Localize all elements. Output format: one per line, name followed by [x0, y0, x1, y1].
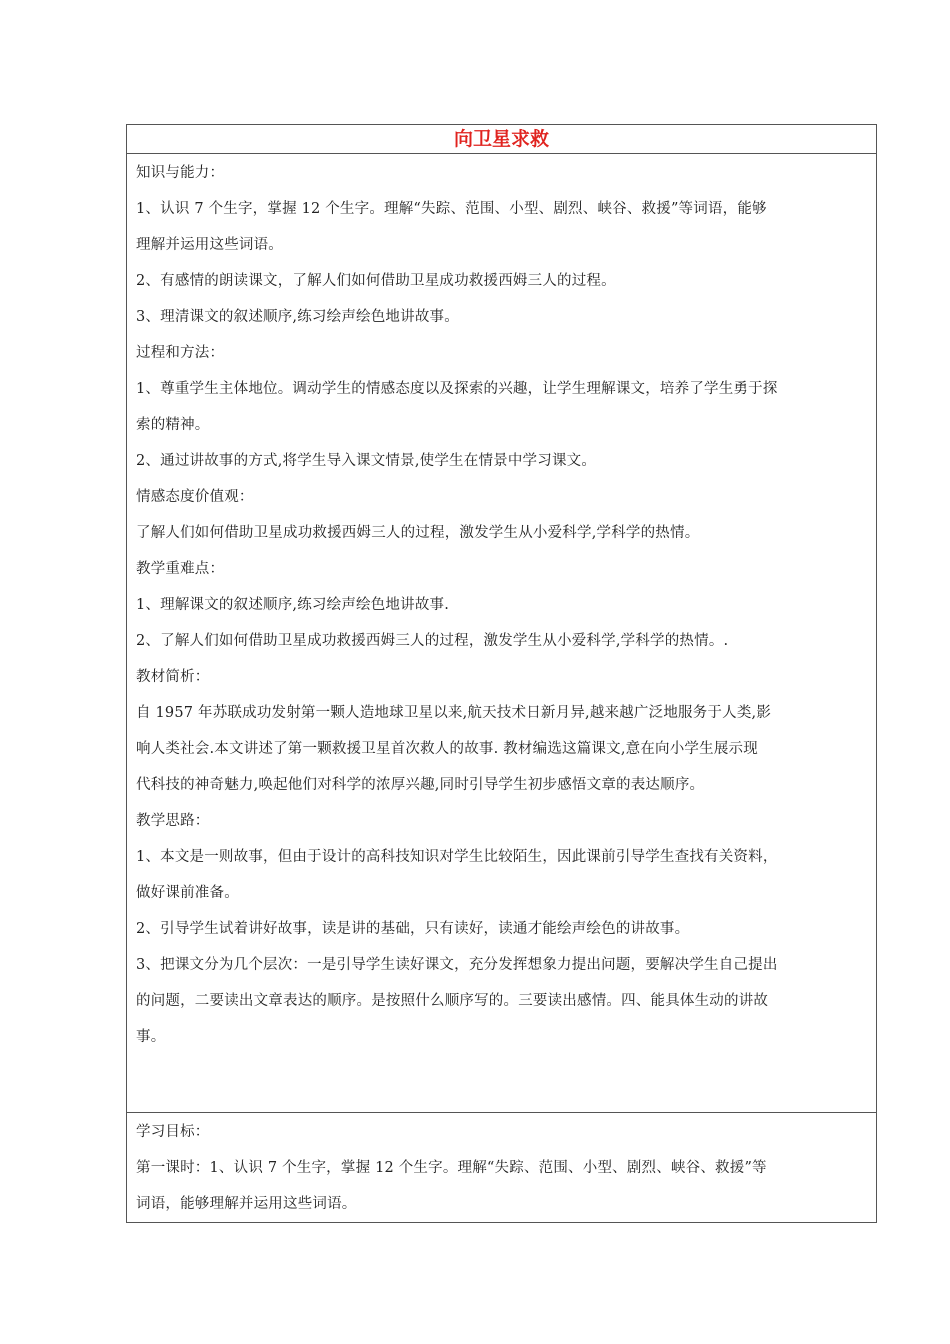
title-row [127, 125, 876, 154]
objectives-cell [127, 155, 876, 1113]
text-line: 3、理清课文的叙述顺序,练习绘声绘色地讲故事。 [136, 309, 459, 325]
text-line: 知识与能力： [136, 165, 225, 181]
text-line: 1、本文是一则故事，但由于设计的高科技知识对学生比较陌生，因此课前引导学生查找有关资料， [136, 849, 778, 865]
text-line: 索的精神。 [136, 417, 210, 433]
text-line: 过程和方法： [136, 345, 225, 361]
text-line: 1、认识 7 个生字，掌握 12 个生字。理解“失踪、范围、小型、剧烈、峡谷、救援”等词语，能够 [136, 201, 767, 217]
document-title: 向卫星求救 [453, 128, 549, 150]
text-line: 2、引导学生试着讲好故事，读是讲的基础，只有读好，读通才能绘声绘色的讲故事。 [136, 921, 690, 937]
text-line: 响人类社会.本文讲述了第一颗救援卫星首次救人的故事. 教材编选这篇课文,意在向小学生展示现 [136, 741, 758, 757]
text-line: 做好课前准备。 [136, 885, 239, 901]
text-line: 第一课时：1、认识 7 个生字，掌握 12 个生字。理解“失踪、范围、小型、剧烈、峡谷、救援”等 [136, 1160, 767, 1176]
learning-goals-cell [127, 1114, 876, 1222]
text-line: 教学重难点： [136, 561, 225, 577]
text-line: 1、尊重学生主体地位。调动学生的情感态度以及探索的兴趣，让学生理解课文，培养了学生勇于探 [136, 381, 778, 397]
text-line: 词语，能够理解并运用这些词语。 [136, 1196, 357, 1212]
text-line: 学习目标： [136, 1124, 210, 1140]
text-line: 的问题，二要读出文章表达的顺序。是按照什么顺序写的。三要读出感情。四、能具体生动的讲故 [136, 993, 769, 1009]
text-line: 自 1957 年苏联成功发射第一颗人造地球卫星以来,航天技术日新月异,越来越广泛地服务于人类,影 [136, 705, 772, 721]
text-line: 2、有感情的朗读课文，了解人们如何借助卫星成功救援西姆三人的过程。 [136, 273, 616, 289]
text-line: 代科技的神奇魅力,唤起他们对科学的浓厚兴趣,同时引导学生初步感悟文章的表达顺序。 [136, 777, 705, 793]
text-line: 事。 [136, 1029, 166, 1045]
text-line: 教学思路： [136, 813, 210, 829]
text-line: 了解人们如何借助卫星成功救援西姆三人的过程，激发学生从小爱科学,学科学的热情。 [136, 525, 700, 541]
text-line: 教材简析： [136, 669, 210, 685]
lesson-plan-table [126, 124, 877, 1223]
text-line: 2、通过讲故事的方式,将学生导入课文情景,使学生在情景中学习课文。 [136, 453, 597, 469]
text-line: 理解并运用这些词语。 [136, 237, 283, 253]
text-line: 3、把课文分为几个层次：一是引导学生读好课文，充分发挥想象力提出问题，要解决学生自己提出 [136, 957, 778, 973]
text-line: 情感态度价值观： [136, 489, 254, 505]
text-line: 2、了解人们如何借助卫星成功救援西姆三人的过程，激发学生从小爱科学,学科学的热情。. [136, 633, 729, 649]
text-line: 1、理解课文的叙述顺序,练习绘声绘色地讲故事. [136, 597, 450, 613]
